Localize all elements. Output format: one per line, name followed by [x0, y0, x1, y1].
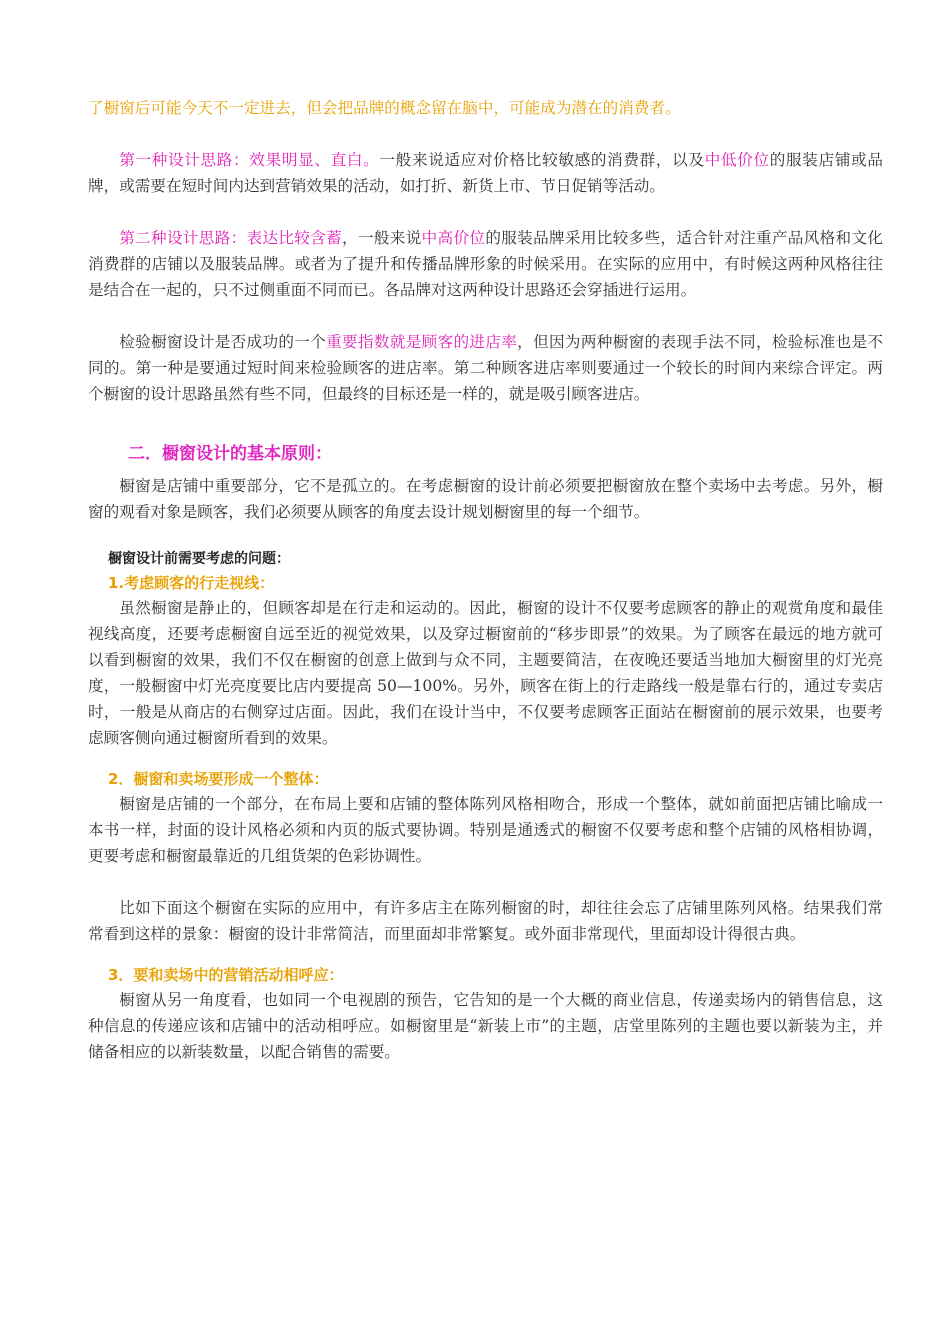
- idea2-paragraph: [88, 225, 883, 303]
- idea1-text-b: 的服装店铺或品牌，或需要在短时间内达到营销效果的活动，如打折、新货上市、节日促销等活动。: [88, 151, 883, 195]
- idea1-highlight: 中低价位: [704, 151, 770, 169]
- check-highlight: 重要指数就是顾客的进店率: [326, 333, 518, 351]
- section2-heading: 二．橱窗设计的基本原则：: [128, 444, 332, 464]
- point3-heading: 3．要和卖场中的营销活动相呼应：: [108, 966, 344, 984]
- section2-subheading: 橱窗设计前需要考虑的问题：: [108, 551, 290, 567]
- idea2-text-a: ，一般来说: [342, 229, 422, 247]
- check-paragraph: [88, 329, 883, 407]
- point3-paragraph: 橱窗从另一角度看，也如同一个电视剧的预告，它告知的是一个大概的商业信息，传递卖场内的销售信息，这种信息的传递应该和店铺中的活动相呼应。如橱窗里是“新装上市”的主题，店堂里陈列的主题也要以新装为主，并储备相应的以新装数量，以配合销售的需要。: [88, 991, 883, 1061]
- idea1-label: 第一种设计思路：效果明显、直白。: [119, 151, 380, 169]
- idea2-highlight: 中高价位: [421, 229, 486, 247]
- idea1-text-a: 一般来说适应对价格比较敏感的消费群，以及: [379, 151, 705, 169]
- point2-paragraph-2: 比如下面这个橱窗在实际的应用中，有许多店主在陈列橱窗的时，却往往会忘了店铺里陈列风格。结果我们常常看到这样的景象：橱窗的设计非常简洁，而里面却非常繁复。或外面非常现代，里面却设计得很古典。: [88, 899, 883, 943]
- check-text-b: ，但因为两种橱窗的表现手法不同，检验标准也是不同的。第一种是要通过短时间来检验顾客的进店率。第二种顾客进店率则要通过一个较长的时间内来综合评定。两个橱窗的设计思路虽然有些不同，但最终的目标还是一样的，就是吸引顾客进店。: [88, 333, 883, 403]
- idea2-label: 第二种设计思路：表达比较含蓄: [119, 229, 343, 247]
- point2-heading: 2．橱窗和卖场要形成一个整体：: [108, 770, 329, 788]
- check-text-a: 检验橱窗设计是否成功的一个: [119, 333, 327, 351]
- point2-paragraph-1: 橱窗是店铺的一个部分，在布局上要和店铺的整体陈列风格相吻合，形成一个整体，就如前面把店铺比喻成一本书一样，封面的设计风格必须和内页的版式要协调。特别是通透式的橱窗不仅要考虑和整个店铺的风格相协调，更要考虑和橱窗最靠近的几组货架的色彩协调性。: [88, 795, 883, 865]
- point1-paragraph: 虽然橱窗是静止的，但顾客却是在行走和运动的。因此，橱窗的设计不仅要考虑顾客的静止的观赏角度和最佳视线高度，还要考虑橱窗自远至近的视觉效果，以及穿过橱窗前的“移步即景”的效果。为了顾客在最远的地方就可以看到橱窗的效果，我们不仅在橱窗的创意上做到与众不同，主题要简洁，在夜晚还要适当地加大橱窗里的灯光亮度，一般橱窗中灯光亮度要比店内要提高 50—100%。另外，顾客在街上的行走路线一般是靠右行的，通过专卖店时，一般是从商店的右侧穿过店面。因此，我们在设计当中，不仅要考虑顾客正面站在橱窗前的展示效果，也要考虑顾客侧向通过橱窗所看到的效果。: [88, 599, 883, 747]
- idea1-paragraph: [88, 147, 883, 199]
- intro-line: 了橱窗后可能今天不一定进去，但会把品牌的概念留在脑中，可能成为潜在的消费者。: [88, 99, 681, 117]
- point1-heading: 1.考虑顾客的行走视线：: [108, 574, 275, 592]
- document-page: [88, 95, 883, 1065]
- section2-paragraph: 橱窗是店铺中重要部分，它不是孤立的。在考虑橱窗的设计前必须要把橱窗放在整个卖场中去考虑。另外，橱窗的观看对象是顾客，我们必须要从顾客的角度去设计规划橱窗里的每一个细节。: [88, 477, 883, 521]
- idea2-text-b: 的服装品牌采用比较多些，适合针对注重产品风格和文化消费群的店铺以及服装品牌。或者为了提升和传播品牌形象的时候采用。在实际的应用中，有时候这两种风格往往是结合在一起的，只不过侧重面不同而已。各品牌对这两种设计思路还会穿插进行运用。: [88, 229, 883, 299]
